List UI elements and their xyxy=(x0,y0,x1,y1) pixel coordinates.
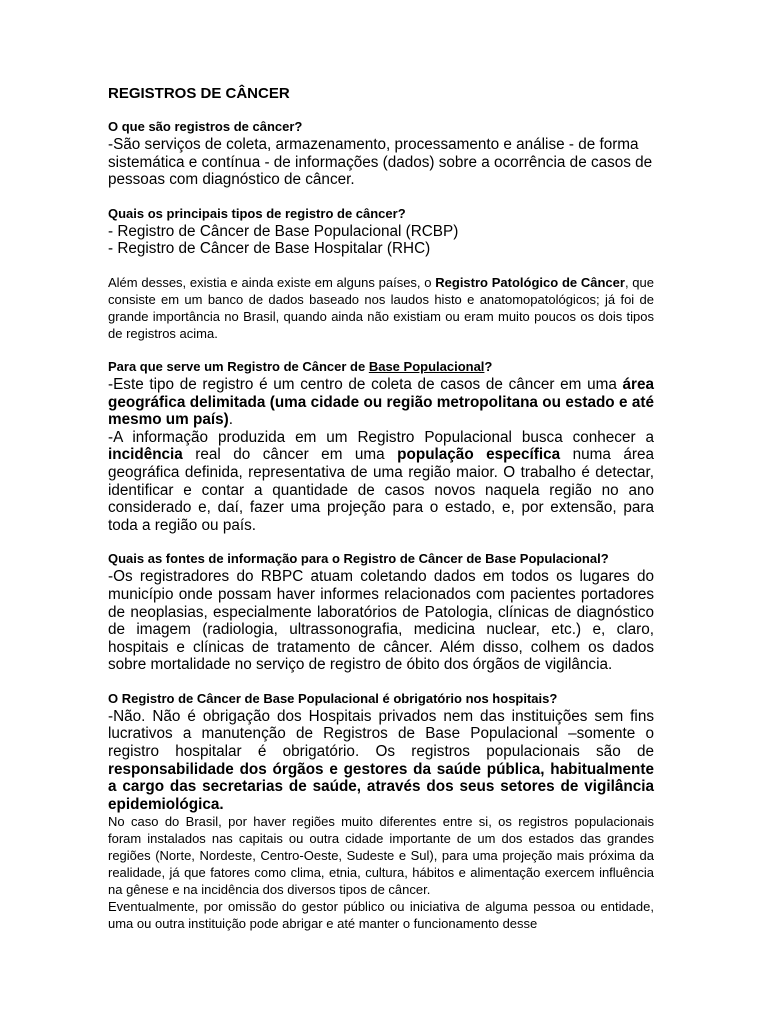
text-run: -A informação produzida em um Registro Populacional busca conhecer a xyxy=(108,428,654,446)
text-run: ? xyxy=(484,358,493,374)
question-4 xyxy=(108,358,654,376)
text-run: . xyxy=(228,411,233,429)
answer-5: -Os registradores do RBPC atuam coletando dados em todos os lugares do município onde possam haver informes relacionados com pacientes portadores de neoplasias, especialmente laboratórios de Patologia, clínicas de diagnóstico de imagem (radiologia, ultrassonografia, medicina nuclear, etc.) e, claro, hospitais e clínicas de tratamento de câncer. Além disso, colhem os dados sobre mortalidade no serviço de registro de óbito dos órgãos de vigilância. xyxy=(108,568,654,674)
answer-1: -São serviços de coleta, armazenamento, processamento e análise - de forma sistemática e contínua - de informações (dados) sobre a ocorrência de casos de pessoas com diagnóstico de câncer. xyxy=(108,136,653,189)
underlined-run: Base Populacional xyxy=(368,358,485,374)
answer-6-paragraph-2: No caso do Brasil, por haver regiões muito diferentes entre si, os registros populacionais foram instalados nas capitais ou outra cidade importante de um dos estados das grandes regiões (Norte, Nordeste, Centro-Oeste, Sudeste e Sul), para uma projeção mais próxima da realidade, já que fatores como clima, etnia, cultura, hábitos e alimentação exercem influência na gênese e na incidência dos diversos tipos de câncer. xyxy=(108,814,654,898)
answer-6 xyxy=(108,708,654,814)
list-item-rcbp: - Registro de Câncer de Base Populacional (RCBP) xyxy=(108,222,459,240)
text-run: -Este tipo de registro é um centro de coleta de casos de câncer em uma xyxy=(108,375,623,393)
bold-run: população específica xyxy=(397,446,561,464)
answer-4-paragraph-2 xyxy=(108,429,654,535)
bold-run: área geográfica delimitada (uma cidade ou região metropolitana ou estado e até mesmo um país) xyxy=(108,375,654,429)
bold-run: Registro Patológico de Câncer xyxy=(435,274,625,290)
list-item-rhc: - Registro de Câncer de Base Hospitalar (RHC) xyxy=(108,240,431,258)
text-run: Além desses, existia e ainda existe em alguns países, o xyxy=(108,274,436,290)
question-5: Quais as fontes de informação para o Registro de Câncer de Base Populacional? xyxy=(108,551,609,567)
question-2: Quais os principais tipos de registro de câncer? xyxy=(108,205,406,221)
document-title: REGISTROS DE CÂNCER xyxy=(108,85,290,102)
text-run: , que consiste em um banco de dados baseado nos laudos histo e anatomopatológicos; já foi de grande importância no Brasil, quando ainda não existiam ou eram muito poucos os dois tipos de registros acima. xyxy=(108,274,654,341)
question-6: O Registro de Câncer de Base Populacional é obrigatório nos hospitais? xyxy=(108,690,558,706)
question-1: O que são registros de câncer? xyxy=(108,119,303,134)
text-run: -Não. Não é obrigação dos Hospitais privados nem das instituições sem fins lucrativos a manutenção de Registros de Base Populacional –somente o registro hospitalar é obrigatório. Os registros populacionais são de xyxy=(108,707,654,761)
bold-run: incidência xyxy=(108,446,183,464)
text-run: real do câncer em uma xyxy=(182,446,398,464)
document-page xyxy=(108,84,654,932)
text-run: Para que serve um Registro de Câncer de xyxy=(108,358,369,374)
answer-6-paragraph-3: Eventualmente, por omissão do gestor público ou iniciativa de alguma pessoa ou entidade, uma ou outra instituição pode abrigar e até manter o funcionamento desse xyxy=(108,899,654,932)
paragraph-registro-patologico xyxy=(108,274,654,342)
answer-4-paragraph-1 xyxy=(108,376,654,429)
text-run: numa área geográfica definida, representativa de uma região maior. O trabalho é detectar, identificar e contar a quantidade de casos novos naquela região no ano considerado e, daí, fazer uma projeção para o estado, e, por extensão, para toda a região ou país. xyxy=(108,446,654,534)
bold-run: responsabilidade dos órgãos e gestores da saúde pública, habitualmente a cargo das secretarias de saúde, através dos seus setores de vigilância epidemiológica. xyxy=(108,760,654,813)
